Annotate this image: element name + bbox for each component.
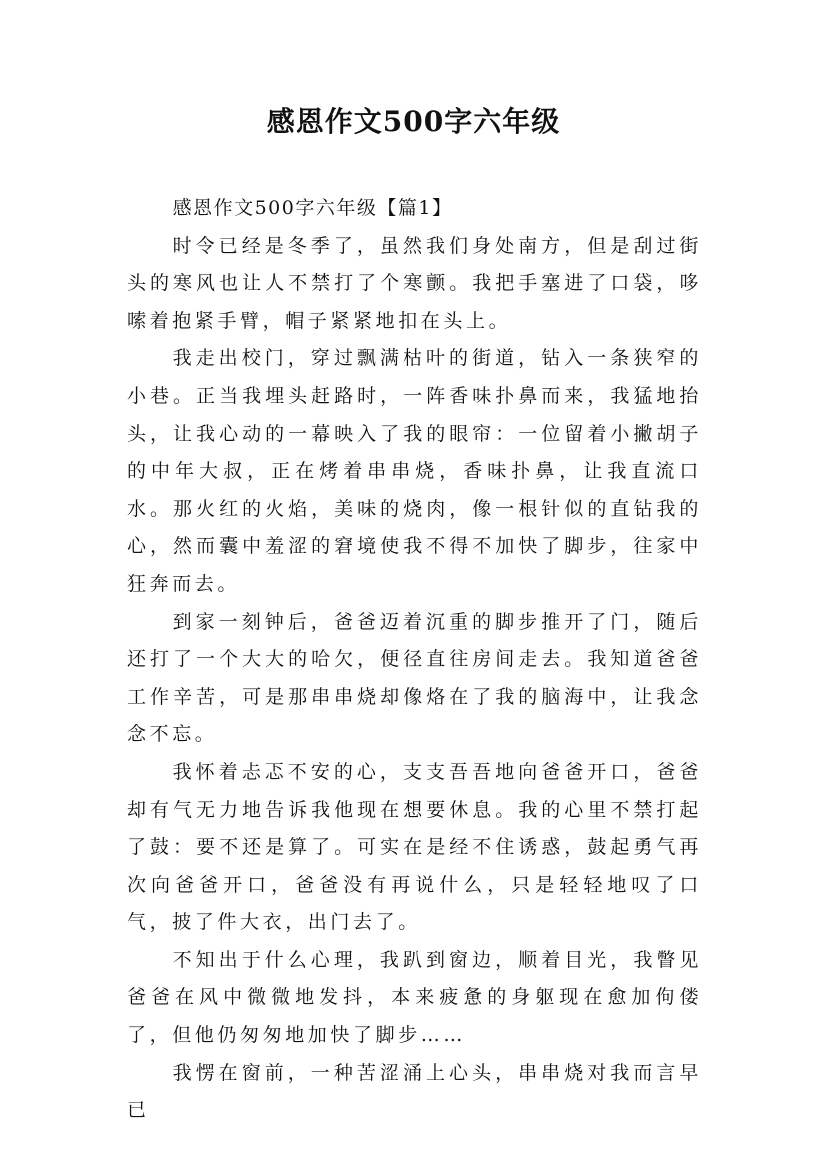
paragraph: 不知出于什么心理，我趴到窗边，顺着目光，我瞥见爸爸在风中微微地发抖，本来疲惫的身躯现在愈加佝偻了，但他仍匆匆地加快了脚步…… xyxy=(127,948,702,1047)
paragraph: 我愣在窗前，一种苦涩涌上心头，串串烧对我而言早已 xyxy=(127,1061,702,1122)
paragraph: 我怀着忐忑不安的心，支支吾吾地向爸爸开口，爸爸却有气无力地告诉我他现在想要休息。我的心里不禁打起了鼓：要不还是算了。可实在是经不住诱惑，鼓起勇气再次向爸爸开口，爸爸没有再说什么，只是轻轻地叹了口气，披了件大衣，出门去了。 xyxy=(127,760,702,934)
document-body xyxy=(127,190,702,1130)
section-heading: 感恩作文500字六年级【篇1】 xyxy=(172,197,453,219)
paragraph: 时令已经是冬季了，虽然我们身处南方，但是刮过街头的寒风也让人不禁打了个寒颤。我把手塞进了口袋，哆嗦着抱紧手臂，帽子紧紧地扣在头上。 xyxy=(127,234,702,332)
document-title: 感恩作文500字六年级 xyxy=(266,105,561,138)
paragraph: 我走出校门，穿过飘满枯叶的街道，钻入一条狭窄的小巷。正当我埋头赶路时，一阵香味扑鼻而来，我猛地抬头，让我心动的一幕映入了我的眼帘：一位留着小撇胡子的中年大叔，正在烤着串串烧，香味扑鼻，让我直流口水。那火红的火焰，美味的烧肉，像一根针似的直钻我的心，然而囊中羞涩的窘境使我不得不加快了脚步，往家中狂奔而去。 xyxy=(127,347,702,595)
paragraph: 到家一刻钟后，爸爸迈着沉重的脚步推开了门，随后还打了一个大大的哈欠，便径直往房间走去。我知道爸爸工作辛苦，可是那串串烧却像烙在了我的脑海中，让我念念不忘。 xyxy=(127,610,702,746)
